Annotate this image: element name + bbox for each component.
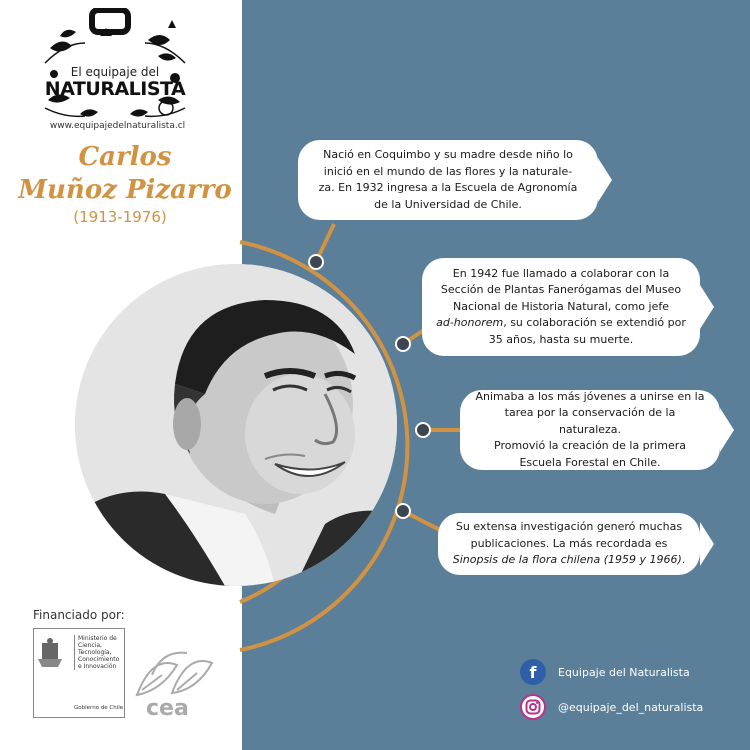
ministry-text: [74, 635, 124, 670]
bubble-1-text: [319, 147, 578, 213]
coat-of-arms-icon: [38, 637, 62, 677]
website-link[interactable]: www.equipajedelnaturalista.cl: [49, 121, 186, 131]
timeline-bubble-4: [438, 513, 700, 575]
bubble-2-text: [436, 266, 686, 349]
logo: [40, 8, 190, 123]
person-last-name: Muñoz Pizarro: [18, 175, 232, 205]
facebook-link[interactable]: [520, 659, 690, 685]
instagram-link[interactable]: [520, 694, 703, 720]
bubble-4-line-2: publicaciones. La más recordada es: [470, 536, 668, 550]
facebook-icon: f: [520, 659, 546, 685]
ministry-line-1: Ministerio de: [78, 635, 117, 642]
instagram-icon: [520, 694, 546, 720]
bubble-2-line-3: Nacional de Historia Natural, como jefe: [453, 299, 669, 313]
bubble-3-line-1: Animaba a los más jóvenes a unirse en la: [475, 389, 705, 403]
cea-logo: [132, 645, 217, 720]
bubble-2-line-2: Sección de Plantas Fanerógamas del Museo: [440, 283, 682, 297]
bubble-1-line-1: Nació en Coquimbo y su madre desde niño lo: [323, 148, 573, 161]
bubble-4-line-1: Su extensa investigación generó muchas: [455, 520, 683, 534]
funding-label: Financiado por:: [33, 608, 125, 622]
bubble-4-end: .: [681, 553, 686, 567]
bubble-3-text: [474, 389, 706, 472]
bubble-4-text: [453, 519, 686, 569]
facebook-handle: Equipaje del Naturalista: [558, 665, 690, 679]
ministry-line-5: e Innovación: [78, 663, 117, 670]
bubble-2-line-1: En 1942 fue llamado a colaborar con la: [452, 266, 670, 280]
bubble-3-line-4: Escuela Forestal en Chile.: [519, 455, 661, 469]
bubble-4-line-3: [453, 552, 686, 569]
person-first-name: Carlos: [78, 142, 172, 172]
timeline-bubble-2: [422, 258, 700, 356]
ministry-logo: [33, 628, 125, 718]
portrait-illustration: [75, 264, 397, 586]
bubble-3-line-3: Promovió la creación de la primera: [494, 439, 686, 453]
bubble-2-after-italic: , su colaboración se extendió por: [503, 316, 686, 330]
bubble-2-line-5: 35 años, hasta su muerte.: [488, 332, 634, 346]
bubble-3-line-2: tarea por la conservación de la naturaleza.: [504, 406, 676, 436]
timeline-bubble-1: [298, 140, 598, 220]
bubble-2-italic: ad-honorem: [436, 316, 504, 330]
gobierno-label: Gobierno de Chile: [74, 705, 124, 711]
bubble-1-line-4: de la Universidad de Chile.: [374, 197, 522, 211]
instagram-handle: @equipaje_del_naturalista: [558, 700, 704, 714]
logo-line1: El equipaje del: [70, 65, 160, 79]
bubble-1-line-2: inició en el mundo de las flores y la naturale-: [323, 164, 573, 178]
ministry-line-4: Conocimiento: [78, 656, 120, 663]
timeline-bubble-3: [460, 390, 720, 470]
portrait-photo: [75, 264, 397, 586]
cea-text: cea: [146, 696, 189, 720]
bubble-2-line-4: [436, 315, 686, 332]
bubble-4-italic: Sinopsis de la flora chilena (1959 y 1966): [452, 553, 682, 567]
person-years: (1913-1976): [73, 208, 167, 226]
logo-line2: NATURALISTA: [44, 78, 186, 100]
ministry-line-3: Tecnología,: [78, 649, 112, 656]
ministry-line-2: Ciencia,: [78, 642, 102, 649]
bubble-1-line-3: za. En 1932 ingresa a la Escuela de Agronomía: [318, 181, 578, 194]
